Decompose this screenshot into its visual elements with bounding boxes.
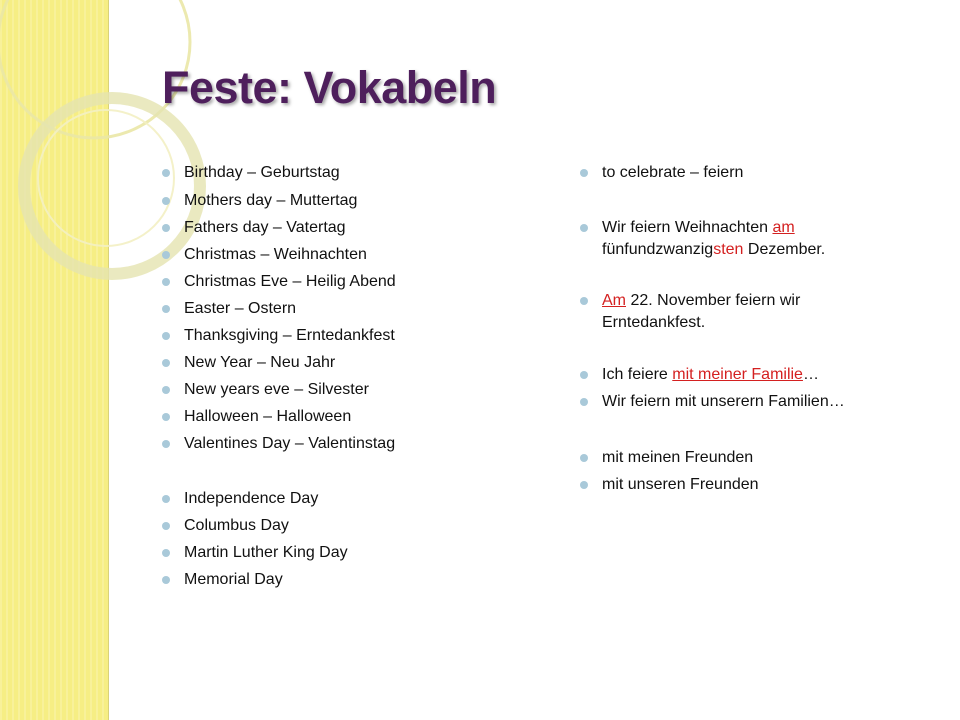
list-item: Birthday – Geburtstag [184, 162, 340, 184]
phrase-text: Wir feiern Weihnachten [602, 219, 773, 236]
list-item: Memorial Day [184, 569, 283, 591]
list-item: Columbus Day [184, 515, 289, 537]
list-item: Fathers day – Vatertag [184, 217, 346, 239]
phrase-text: Ich feiere [602, 366, 673, 383]
phrase-text: mit meinen Freunden [602, 449, 754, 466]
list-item [602, 391, 845, 413]
list-item: Valentines Day – Valentinstag [184, 433, 395, 455]
phrase-text: to celebrate – feiern [602, 164, 744, 181]
phrase-text: fünfundzwanzig [602, 241, 714, 258]
highlighted-word: am [772, 219, 795, 236]
list-item: Halloween – Halloween [184, 406, 351, 428]
phrase-text: … [802, 366, 819, 383]
list-item [602, 364, 819, 386]
phrase-text: Wir feiern mit unserern Familien… [602, 393, 845, 410]
list-item: New Year – Neu Jahr [184, 352, 335, 374]
phrase-text: 22. November feiern wir [626, 292, 801, 309]
highlighted-phrase: mit meiner Familie [672, 366, 803, 383]
phrase-text: mit unseren Freunden [602, 476, 759, 493]
highlighted-ending: sten [713, 241, 744, 258]
list-item: Thanksgiving – Erntedankfest [184, 325, 395, 347]
list-item [602, 162, 743, 184]
list-item: Mothers day – Muttertag [184, 190, 357, 212]
list-item [602, 217, 825, 261]
list-item: Martin Luther King Day [184, 542, 348, 564]
highlighted-word: Am [602, 292, 626, 309]
slide-title: Feste: Vokabeln [162, 62, 497, 113]
list-item [602, 290, 800, 334]
phrase-text: Dezember. [743, 241, 826, 258]
phrase-text: Erntedankfest. [602, 314, 706, 331]
list-item: Christmas Eve – Heilig Abend [184, 271, 396, 293]
list-item: Independence Day [184, 488, 318, 510]
list-item [602, 474, 759, 496]
list-item: New years eve – Silvester [184, 379, 369, 401]
list-item: Easter – Ostern [184, 298, 296, 320]
list-item [602, 447, 753, 469]
list-item: Christmas – Weihnachten [184, 244, 367, 266]
